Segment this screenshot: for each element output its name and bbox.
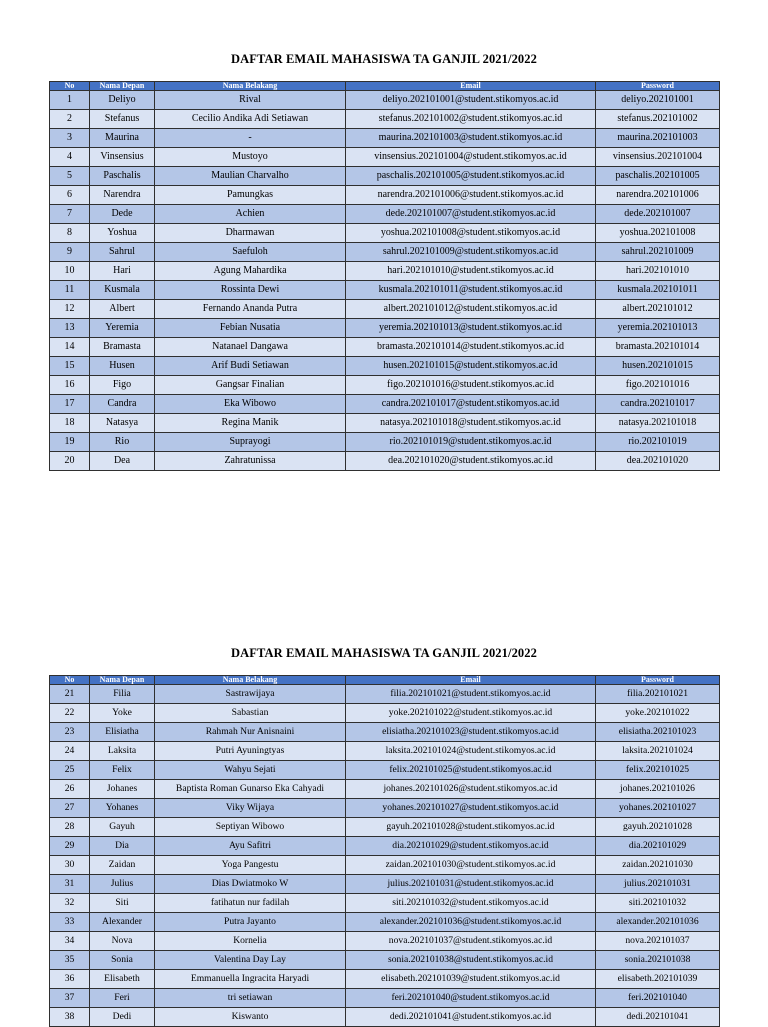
cell-email: dia.202101029@student.stikomyos.ac.id xyxy=(346,837,596,856)
cell-last-name: Valentina Day Lay xyxy=(155,951,346,970)
cell-last-name: Sastrawijaya xyxy=(155,685,346,704)
cell-email: figo.202101016@student.stikomyos.ac.id xyxy=(346,376,596,395)
cell-no: 26 xyxy=(50,780,90,799)
cell-no: 13 xyxy=(50,319,90,338)
cell-password: feri.202101040 xyxy=(596,989,720,1008)
cell-last-name: Rossinta Dewi xyxy=(155,281,346,300)
table-row xyxy=(50,704,720,723)
cell-last-name: Achien xyxy=(155,205,346,224)
table-row xyxy=(50,951,720,970)
cell-password: dedi.202101041 xyxy=(596,1008,720,1027)
cell-email: zaidan.202101030@student.stikomyos.ac.id xyxy=(346,856,596,875)
cell-first-name: Maurina xyxy=(90,129,155,148)
cell-no: 19 xyxy=(50,433,90,452)
cell-first-name: Gayuh xyxy=(90,818,155,837)
cell-last-name: Baptista Roman Gunarso Eka Cahyadi xyxy=(155,780,346,799)
table-row xyxy=(50,452,720,471)
cell-email: julius.202101031@student.stikomyos.ac.id xyxy=(346,875,596,894)
cell-no: 29 xyxy=(50,837,90,856)
cell-email: sonia.202101038@student.stikomyos.ac.id xyxy=(346,951,596,970)
cell-no: 6 xyxy=(50,186,90,205)
cell-last-name: tri setiawan xyxy=(155,989,346,1008)
table-row xyxy=(50,818,720,837)
cell-no: 4 xyxy=(50,148,90,167)
table-row xyxy=(50,875,720,894)
cell-first-name: Filia xyxy=(90,685,155,704)
cell-password: narendra.202101006 xyxy=(596,186,720,205)
cell-no: 32 xyxy=(50,894,90,913)
cell-first-name: Yoke xyxy=(90,704,155,723)
header-password: Password xyxy=(596,82,720,91)
cell-first-name: Vinsensius xyxy=(90,148,155,167)
cell-first-name: Dede xyxy=(90,205,155,224)
cell-email: husen.202101015@student.stikomyos.ac.id xyxy=(346,357,596,376)
cell-no: 28 xyxy=(50,818,90,837)
cell-first-name: Sonia xyxy=(90,951,155,970)
cell-password: yoshua.202101008 xyxy=(596,224,720,243)
cell-email: maurina.202101003@student.stikomyos.ac.id xyxy=(346,129,596,148)
cell-email: johanes.202101026@student.stikomyos.ac.id xyxy=(346,780,596,799)
cell-no: 25 xyxy=(50,761,90,780)
cell-password: vinsensius.202101004 xyxy=(596,148,720,167)
cell-password: dea.202101020 xyxy=(596,452,720,471)
cell-first-name: Yoshua xyxy=(90,224,155,243)
cell-first-name: Julius xyxy=(90,875,155,894)
cell-password: maurina.202101003 xyxy=(596,129,720,148)
cell-first-name: Rio xyxy=(90,433,155,452)
cell-no: 21 xyxy=(50,685,90,704)
cell-no: 36 xyxy=(50,970,90,989)
table-row xyxy=(50,205,720,224)
cell-email: narendra.202101006@student.stikomyos.ac.id xyxy=(346,186,596,205)
header-no: No xyxy=(50,676,90,685)
cell-password: kusmala.202101011 xyxy=(596,281,720,300)
cell-password: husen.202101015 xyxy=(596,357,720,376)
cell-last-name: Putra Jayanto xyxy=(155,913,346,932)
table-row xyxy=(50,243,720,262)
header-email: Email xyxy=(346,82,596,91)
cell-no: 34 xyxy=(50,932,90,951)
table-row xyxy=(50,780,720,799)
cell-password: sonia.202101038 xyxy=(596,951,720,970)
table-row xyxy=(50,742,720,761)
cell-password: figo.202101016 xyxy=(596,376,720,395)
header-last-name: Nama Belakang xyxy=(155,82,346,91)
cell-email: yoshua.202101008@student.stikomyos.ac.id xyxy=(346,224,596,243)
cell-first-name: Albert xyxy=(90,300,155,319)
cell-no: 37 xyxy=(50,989,90,1008)
header-email: Email xyxy=(346,676,596,685)
cell-first-name: Husen xyxy=(90,357,155,376)
table-row xyxy=(50,300,720,319)
cell-last-name: Maulian Charvalho xyxy=(155,167,346,186)
cell-password: albert.202101012 xyxy=(596,300,720,319)
cell-password: natasya.202101018 xyxy=(596,414,720,433)
cell-last-name: Viky Wijaya xyxy=(155,799,346,818)
cell-password: deliyo.202101001 xyxy=(596,91,720,110)
cell-last-name: Pamungkas xyxy=(155,186,346,205)
cell-first-name: Elisiatha xyxy=(90,723,155,742)
cell-last-name: Wahyu Sejati xyxy=(155,761,346,780)
table-row xyxy=(50,913,720,932)
cell-password: gayuh.202101028 xyxy=(596,818,720,837)
cell-last-name: Dharmawan xyxy=(155,224,346,243)
cell-first-name: Yeremia xyxy=(90,319,155,338)
cell-password: candra.202101017 xyxy=(596,395,720,414)
cell-email: dea.202101020@student.stikomyos.ac.id xyxy=(346,452,596,471)
cell-password: sahrul.202101009 xyxy=(596,243,720,262)
cell-first-name: Dea xyxy=(90,452,155,471)
cell-last-name: Saefuloh xyxy=(155,243,346,262)
cell-email: elisiatha.202101023@student.stikomyos.ac.id xyxy=(346,723,596,742)
cell-first-name: Dedi xyxy=(90,1008,155,1027)
cell-first-name: Nova xyxy=(90,932,155,951)
table-row xyxy=(50,761,720,780)
cell-no: 8 xyxy=(50,224,90,243)
cell-email: nova.202101037@student.stikomyos.ac.id xyxy=(346,932,596,951)
header-first-name: Nama Depan xyxy=(90,676,155,685)
cell-password: paschalis.202101005 xyxy=(596,167,720,186)
cell-first-name: Siti xyxy=(90,894,155,913)
cell-email: yoke.202101022@student.stikomyos.ac.id xyxy=(346,704,596,723)
table-header-row xyxy=(50,676,720,685)
cell-password: elisabeth.202101039 xyxy=(596,970,720,989)
cell-first-name: Candra xyxy=(90,395,155,414)
cell-first-name: Deliyo xyxy=(90,91,155,110)
cell-email: dedi.202101041@student.stikomyos.ac.id xyxy=(346,1008,596,1027)
table-row xyxy=(50,110,720,129)
table-row xyxy=(50,338,720,357)
cell-last-name: Agung Mahardika xyxy=(155,262,346,281)
cell-last-name: Emmanuella Ingracita Haryadi xyxy=(155,970,346,989)
cell-email: rio.202101019@student.stikomyos.ac.id xyxy=(346,433,596,452)
cell-password: yeremia.202101013 xyxy=(596,319,720,338)
cell-no: 22 xyxy=(50,704,90,723)
cell-first-name: Bramasta xyxy=(90,338,155,357)
cell-last-name: Sabastian xyxy=(155,704,346,723)
cell-last-name: Kiswanto xyxy=(155,1008,346,1027)
cell-password: siti.202101032 xyxy=(596,894,720,913)
cell-first-name: Johanes xyxy=(90,780,155,799)
cell-last-name: Zahratunissa xyxy=(155,452,346,471)
cell-email: stefanus.202101002@student.stikomyos.ac.id xyxy=(346,110,596,129)
cell-email: sahrul.202101009@student.stikomyos.ac.id xyxy=(346,243,596,262)
cell-first-name: Narendra xyxy=(90,186,155,205)
cell-no: 12 xyxy=(50,300,90,319)
cell-no: 14 xyxy=(50,338,90,357)
table-row xyxy=(50,433,720,452)
cell-email: felix.202101025@student.stikomyos.ac.id xyxy=(346,761,596,780)
cell-email: yeremia.202101013@student.stikomyos.ac.id xyxy=(346,319,596,338)
cell-email: kusmala.202101011@student.stikomyos.ac.id xyxy=(346,281,596,300)
header-no: No xyxy=(50,82,90,91)
cell-email: bramasta.202101014@student.stikomyos.ac.id xyxy=(346,338,596,357)
cell-password: hari.202101010 xyxy=(596,262,720,281)
cell-first-name: Natasya xyxy=(90,414,155,433)
cell-no: 27 xyxy=(50,799,90,818)
cell-no: 3 xyxy=(50,129,90,148)
cell-last-name: Putri Ayuningtyas xyxy=(155,742,346,761)
section-title: DAFTAR EMAIL MAHASISWA TA GANJIL 2021/2022 xyxy=(231,646,537,660)
cell-last-name: Eka Wibowo xyxy=(155,395,346,414)
header-last-name: Nama Belakang xyxy=(155,676,346,685)
cell-no: 33 xyxy=(50,913,90,932)
cell-email: feri.202101040@student.stikomyos.ac.id xyxy=(346,989,596,1008)
table-row xyxy=(50,989,720,1008)
cell-no: 18 xyxy=(50,414,90,433)
cell-email: candra.202101017@student.stikomyos.ac.id xyxy=(346,395,596,414)
cell-first-name: Kusmala xyxy=(90,281,155,300)
cell-last-name: Fernando Ananda Putra xyxy=(155,300,346,319)
table-row xyxy=(50,281,720,300)
table-row xyxy=(50,357,720,376)
cell-last-name: Mustoyo xyxy=(155,148,346,167)
cell-no: 11 xyxy=(50,281,90,300)
table-row xyxy=(50,262,720,281)
cell-first-name: Figo xyxy=(90,376,155,395)
cell-last-name: Rival xyxy=(155,91,346,110)
table-row xyxy=(50,970,720,989)
cell-password: stefanus.202101002 xyxy=(596,110,720,129)
cell-first-name: Feri xyxy=(90,989,155,1008)
cell-last-name: Dias Dwiatmoko W xyxy=(155,875,346,894)
cell-first-name: Hari xyxy=(90,262,155,281)
cell-last-name: Regina Manik xyxy=(155,414,346,433)
table-row xyxy=(50,723,720,742)
cell-no: 1 xyxy=(50,91,90,110)
cell-first-name: Felix xyxy=(90,761,155,780)
cell-email: gayuh.202101028@student.stikomyos.ac.id xyxy=(346,818,596,837)
cell-email: albert.202101012@student.stikomyos.ac.id xyxy=(346,300,596,319)
cell-last-name: Cecilio Andika Adi Setiawan xyxy=(155,110,346,129)
section-title: DAFTAR EMAIL MAHASISWA TA GANJIL 2021/2022 xyxy=(231,52,537,66)
cell-last-name: Febian Nusatia xyxy=(155,319,346,338)
cell-email: alexander.202101036@student.stikomyos.ac.id xyxy=(346,913,596,932)
cell-last-name: Suprayogi xyxy=(155,433,346,452)
table-row xyxy=(50,376,720,395)
cell-email: laksita.202101024@student.stikomyos.ac.id xyxy=(346,742,596,761)
cell-password: laksita.202101024 xyxy=(596,742,720,761)
cell-password: bramasta.202101014 xyxy=(596,338,720,357)
table-row xyxy=(50,685,720,704)
cell-email: natasya.202101018@student.stikomyos.ac.id xyxy=(346,414,596,433)
table-row xyxy=(50,167,720,186)
cell-no: 7 xyxy=(50,205,90,224)
cell-no: 20 xyxy=(50,452,90,471)
cell-password: dia.202101029 xyxy=(596,837,720,856)
cell-email: siti.202101032@student.stikomyos.ac.id xyxy=(346,894,596,913)
cell-first-name: Paschalis xyxy=(90,167,155,186)
table-row xyxy=(50,224,720,243)
cell-first-name: Zaidan xyxy=(90,856,155,875)
cell-email: paschalis.202101005@student.stikomyos.ac.id xyxy=(346,167,596,186)
cell-email: filia.202101021@student.stikomyos.ac.id xyxy=(346,685,596,704)
cell-no: 38 xyxy=(50,1008,90,1027)
cell-no: 24 xyxy=(50,742,90,761)
cell-password: rio.202101019 xyxy=(596,433,720,452)
cell-password: alexander.202101036 xyxy=(596,913,720,932)
cell-last-name: Rahmah Nur Anisnaini xyxy=(155,723,346,742)
table-row xyxy=(50,837,720,856)
cell-email: yohanes.202101027@student.stikomyos.ac.id xyxy=(346,799,596,818)
cell-first-name: Sahrul xyxy=(90,243,155,262)
table-row xyxy=(50,932,720,951)
cell-no: 9 xyxy=(50,243,90,262)
cell-last-name: Yoga Pangestu xyxy=(155,856,346,875)
cell-no: 31 xyxy=(50,875,90,894)
cell-first-name: Stefanus xyxy=(90,110,155,129)
cell-password: felix.202101025 xyxy=(596,761,720,780)
cell-email: vinsensius.202101004@student.stikomyos.ac.id xyxy=(346,148,596,167)
cell-no: 5 xyxy=(50,167,90,186)
cell-password: julius.202101031 xyxy=(596,875,720,894)
cell-password: filia.202101021 xyxy=(596,685,720,704)
cell-first-name: Laksita xyxy=(90,742,155,761)
cell-email: dede.202101007@student.stikomyos.ac.id xyxy=(346,205,596,224)
table-row xyxy=(50,395,720,414)
table-row xyxy=(50,894,720,913)
cell-password: elisiatha.202101023 xyxy=(596,723,720,742)
cell-last-name: Arif Budi Setiawan xyxy=(155,357,346,376)
table-row xyxy=(50,129,720,148)
cell-no: 10 xyxy=(50,262,90,281)
cell-last-name: fatihatun nur fadilah xyxy=(155,894,346,913)
student-email-table xyxy=(49,81,720,471)
table-header-row xyxy=(50,82,720,91)
header-first-name: Nama Depan xyxy=(90,82,155,91)
cell-last-name: Natanael Dangawa xyxy=(155,338,346,357)
table-row xyxy=(50,91,720,110)
cell-first-name: Elisabeth xyxy=(90,970,155,989)
table-row xyxy=(50,186,720,205)
cell-last-name: Septiyan Wibowo xyxy=(155,818,346,837)
cell-no: 2 xyxy=(50,110,90,129)
table-row xyxy=(50,148,720,167)
cell-password: nova.202101037 xyxy=(596,932,720,951)
cell-last-name: - xyxy=(155,129,346,148)
cell-first-name: Alexander xyxy=(90,913,155,932)
cell-no: 23 xyxy=(50,723,90,742)
cell-password: johanes.202101026 xyxy=(596,780,720,799)
cell-no: 16 xyxy=(50,376,90,395)
cell-password: yohanes.202101027 xyxy=(596,799,720,818)
cell-password: dede.202101007 xyxy=(596,205,720,224)
cell-email: deliyo.202101001@student.stikomyos.ac.id xyxy=(346,91,596,110)
cell-last-name: Gangsar Finalian xyxy=(155,376,346,395)
cell-no: 17 xyxy=(50,395,90,414)
table-row xyxy=(50,319,720,338)
cell-email: elisabeth.202101039@student.stikomyos.ac.id xyxy=(346,970,596,989)
cell-last-name: Kornelia xyxy=(155,932,346,951)
cell-first-name: Dia xyxy=(90,837,155,856)
cell-email: hari.202101010@student.stikomyos.ac.id xyxy=(346,262,596,281)
cell-no: 15 xyxy=(50,357,90,376)
cell-no: 30 xyxy=(50,856,90,875)
table-row xyxy=(50,799,720,818)
cell-password: yoke.202101022 xyxy=(596,704,720,723)
cell-last-name: Ayu Safitri xyxy=(155,837,346,856)
student-email-table xyxy=(49,675,720,1027)
cell-first-name: Yohanes xyxy=(90,799,155,818)
table-row xyxy=(50,856,720,875)
table-row xyxy=(50,414,720,433)
cell-no: 35 xyxy=(50,951,90,970)
cell-password: zaidan.202101030 xyxy=(596,856,720,875)
header-password: Password xyxy=(596,676,720,685)
